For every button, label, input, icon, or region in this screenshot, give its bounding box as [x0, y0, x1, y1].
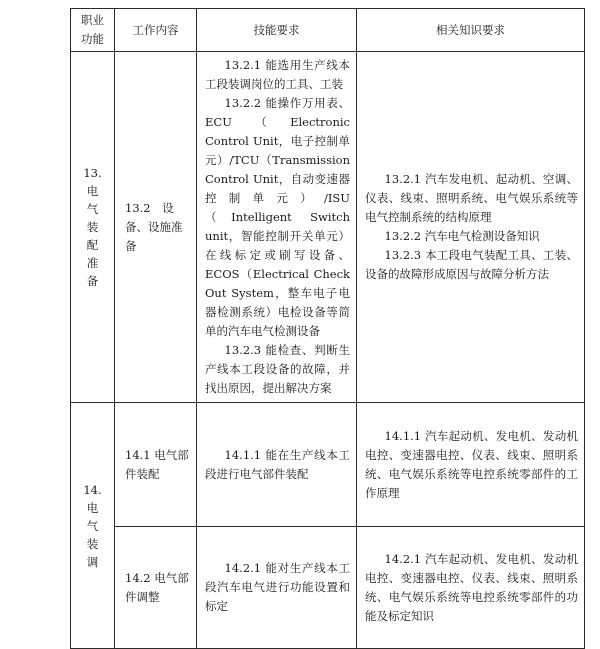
- table-row: [71, 527, 585, 649]
- header-work-content: 工作内容: [115, 9, 197, 52]
- skill-cell: [197, 527, 357, 649]
- function-char: 14.: [83, 482, 102, 497]
- header-knowledge-requirements: 相关知识要求: [357, 9, 585, 52]
- skill-item: 14.2.1 能对生产线本工段汽车电气进行功能设置和标定: [205, 561, 350, 613]
- function-char: 备: [86, 274, 99, 288]
- skill-item: 13.2.3 能检查、判断生产线本工段设备的故障，并找出原因，提出解决方案: [205, 343, 350, 395]
- knowledge-item: 14.2.1 汽车起动机、发电机、发动机电控、变速器电控、仪表、线束、照明系统、电气娱乐系统等电控系统零部件的功能及标定知识: [365, 551, 578, 623]
- skill-item: 13.2.2 能操作万用表、ECU（Electronic Control Unit，电子控制单元）/TCU（Transmission Control Unit，自动变速器控制单元）/ISU（Intelligent Switch unit，智能控制开关单元）在线标定或刷写设备、ECOS（Electrical Check Out System，整车电子电器检测系统）电检设备等简单的汽车电气检测设备: [205, 96, 350, 338]
- function-char: 气: [86, 202, 99, 216]
- knowledge-item: 13.2.3 本工段电气装配工具、工装、设备的故障形成原因与故障分析方法: [365, 248, 578, 281]
- knowledge-item: 13.2.2 汽车电气检测设备知识: [384, 229, 540, 243]
- knowledge-item: 13.2.1 汽车发电机、起动机、空调、仪表、线束、照明系统、电气娱乐系统等电气控制系统的结构原理: [365, 172, 578, 224]
- function-char: 准: [86, 256, 99, 270]
- skill-cell: [197, 403, 357, 527]
- function-cell: [71, 52, 115, 403]
- knowledge-item: 14.1.1 汽车起动机、发电机、发动机电控、变速器电控、仪表、线束、照明系统、电气娱乐系统等电控系统零部件的工作原理: [365, 428, 578, 500]
- function-char: 调: [86, 554, 99, 569]
- function-char: 配: [86, 238, 99, 252]
- knowledge-cell: [357, 52, 585, 403]
- function-char: 气: [86, 518, 99, 533]
- work-content-cell: 14.1 电气部件装配: [115, 403, 197, 527]
- function-cell: [71, 403, 115, 649]
- header-function-line: 功能: [81, 32, 104, 46]
- work-content-cell: 14.2 电气部件调整: [115, 527, 197, 649]
- skill-cell: [197, 52, 357, 403]
- work-content-cell: 13.2 设备、设施准备: [115, 52, 197, 403]
- knowledge-cell: [357, 403, 585, 527]
- function-char: 装: [86, 536, 99, 551]
- header-function-line: 职业: [81, 13, 104, 27]
- header-row: [71, 9, 585, 52]
- header-function: [71, 9, 115, 52]
- skill-item: 14.1.1 能在生产线本工段进行电气部件装配: [205, 447, 350, 481]
- table-row: [71, 52, 585, 403]
- skill-item: 13.2.1 能选用生产线本工段装调岗位的工具、工装: [205, 58, 350, 91]
- table-row: [71, 403, 585, 527]
- function-char: 电: [86, 500, 99, 515]
- function-char: 装: [86, 220, 99, 234]
- function-char: 13.: [83, 166, 102, 180]
- skill-requirements-table: [70, 8, 585, 649]
- knowledge-cell: [357, 527, 585, 649]
- function-char: 电: [86, 184, 99, 198]
- header-skill-requirements: 技能要求: [197, 9, 357, 52]
